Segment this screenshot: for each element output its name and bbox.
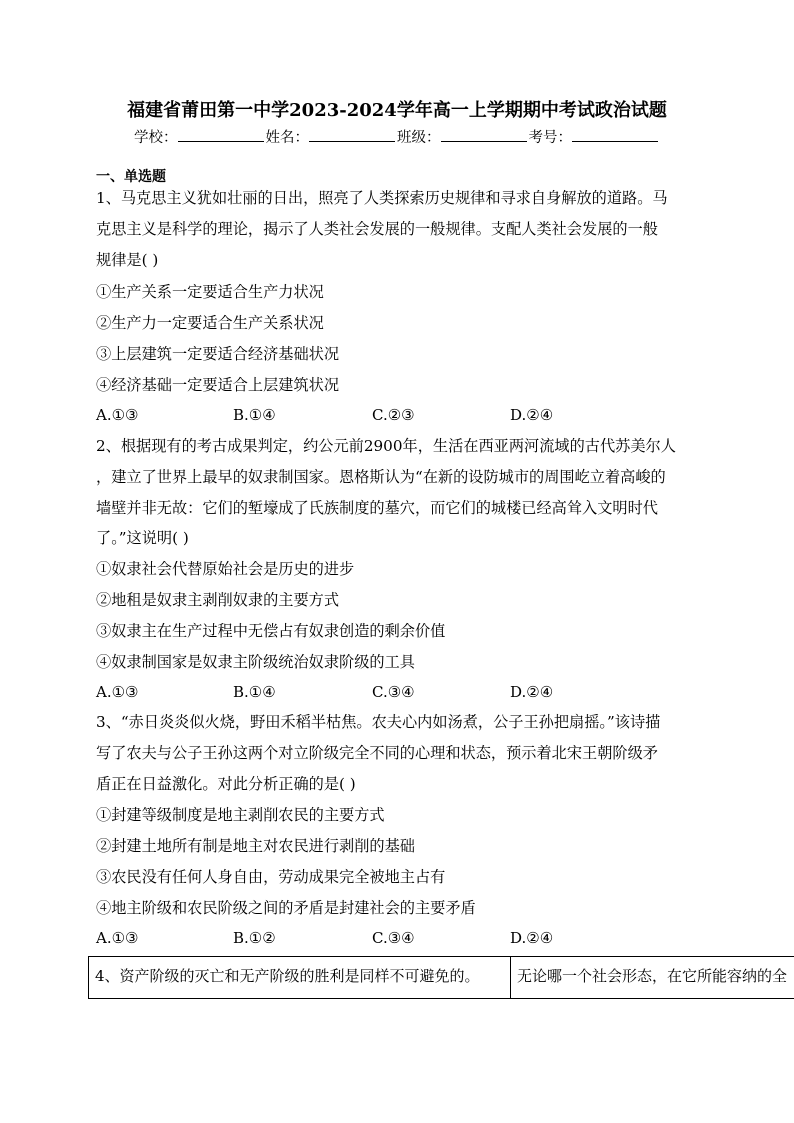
question-1-line: 克思主义是科学的理论，揭示了人类社会发展的一般规律。支配人类社会发展的一般 xyxy=(96,220,658,238)
question-1-item: ④经济基础一定要适合上层建筑状况 xyxy=(96,376,339,394)
option-c[interactable]: C.③④ xyxy=(372,683,415,701)
question-3-line: 3、“赤日炎炎似火烧，野田禾稻半枯焦。农夫心内如汤煮，公子王孙把扇摇。”该诗描 xyxy=(96,713,661,731)
school-label: 学校： xyxy=(134,130,178,146)
question-4-table xyxy=(88,956,794,999)
question-2-line: 墙壁并非无故：它们的堑壕成了氏族制度的墓穴，而它们的城楼已经高耸入文明时代 xyxy=(96,499,658,517)
option-d[interactable]: D.②④ xyxy=(510,406,554,424)
table-cell-right xyxy=(511,957,794,998)
option-b[interactable]: B.①④ xyxy=(233,683,276,701)
question-3-item: ①封建等级制度是地主剥削农民的主要方式 xyxy=(96,806,385,824)
option-c[interactable]: C.③④ xyxy=(372,929,415,947)
question-1-item: ①生产关系一定要适合生产力状况 xyxy=(96,283,324,301)
question-4-text: 4、资产阶级的灭亡和无产阶级的胜利是同样不可避免的。 xyxy=(95,967,480,985)
name-blank[interactable] xyxy=(309,129,395,142)
option-a[interactable]: A.①③ xyxy=(96,406,139,424)
question-2-item: ②地租是奴隶主剥削奴隶的主要方式 xyxy=(96,591,339,609)
table-cell-left xyxy=(89,957,511,998)
student-info-row xyxy=(0,126,794,147)
question-2-line: 了。”这说明( ) xyxy=(96,529,189,547)
option-a[interactable]: A.①③ xyxy=(96,683,139,701)
question-3-line: 盾正在日益激化。对此分析正确的是( ) xyxy=(96,775,356,793)
question-1-line: 规律是( ) xyxy=(96,251,159,269)
section-heading: 一、单选题 xyxy=(96,169,166,185)
exam-number-label: 考号： xyxy=(528,130,572,146)
school-blank[interactable] xyxy=(178,129,264,142)
question-3-options xyxy=(96,929,696,949)
class-blank[interactable] xyxy=(441,129,527,142)
question-1-item: ③上层建筑一定要适合经济基础状况 xyxy=(96,345,339,363)
question-3-item: ②封建土地所有制是地主对农民进行剥削的基础 xyxy=(96,837,415,855)
exam-number-blank[interactable] xyxy=(572,129,658,142)
option-a[interactable]: A.①③ xyxy=(96,929,139,947)
page-title: 福建省莆田第一中学2023-2024学年高一上学期期中考试政治试题 xyxy=(127,100,667,121)
question-2-item: ④奴隶制国家是奴隶主阶级统治奴隶阶级的工具 xyxy=(96,653,415,671)
class-label: 班级： xyxy=(397,130,441,146)
question-3-item: ③农民没有任何人身自由，劳动成果完全被地主占有 xyxy=(96,868,446,886)
question-1-item: ②生产力一定要适合生产关系状况 xyxy=(96,314,324,332)
question-3-line: 写了农夫与公子王孙这两个对立阶级完全不同的心理和状态，预示着北宋王朝阶级矛 xyxy=(96,744,658,762)
question-4-quote: 无论哪一个社会形态，在它所能容纳的全 xyxy=(517,967,788,985)
question-2-line: ，建立了世界上最早的奴隶制国家。恩格斯认为“在新的设防城市的周围屹立着高峻的 xyxy=(96,468,666,486)
option-d[interactable]: D.②④ xyxy=(510,683,554,701)
question-2-line: 2、根据现有的考古成果判定，约公元前2900年，生活在西亚两河流域的古代苏美尔人 xyxy=(96,437,676,455)
question-1-options xyxy=(96,406,696,426)
option-b[interactable]: B.①② xyxy=(233,929,276,947)
question-2-item: ①奴隶社会代替原始社会是历史的进步 xyxy=(96,560,355,578)
question-2-options xyxy=(96,683,696,703)
question-1-line: 1、马克思主义犹如壮丽的日出，照亮了人类探索历史规律和寻求自身解放的道路。马 xyxy=(96,189,668,207)
option-d[interactable]: D.②④ xyxy=(510,929,554,947)
name-label: 姓名： xyxy=(265,130,309,146)
question-3-item: ④地主阶级和农民阶级之间的矛盾是封建社会的主要矛盾 xyxy=(96,899,476,917)
option-b[interactable]: B.①④ xyxy=(233,406,276,424)
question-2-item: ③奴隶主在生产过程中无偿占有奴隶创造的剩余价值 xyxy=(96,622,446,640)
option-c[interactable]: C.②③ xyxy=(372,406,415,424)
